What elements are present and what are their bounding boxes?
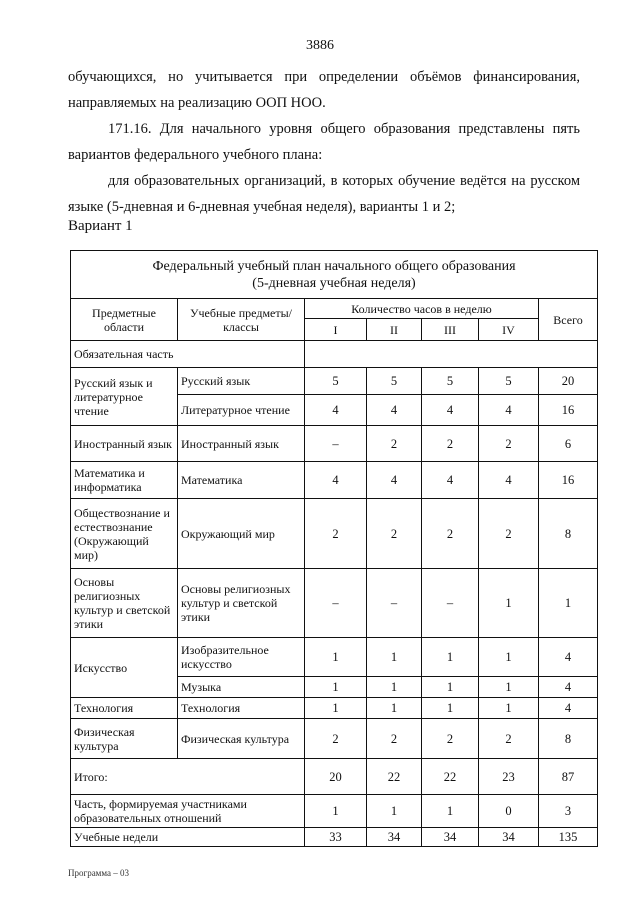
- hours-cell: 1: [367, 698, 422, 719]
- curriculum-table: [70, 250, 598, 847]
- total-cell: 4: [539, 677, 598, 698]
- hours-cell: 4: [367, 462, 422, 499]
- total-cell: 16: [539, 395, 598, 426]
- hours-cell: 2: [422, 426, 479, 462]
- hours-cell: 1: [305, 677, 367, 698]
- hours-cell: 4: [422, 395, 479, 426]
- weeks-row: [71, 828, 598, 847]
- hours-cell: 4: [422, 462, 479, 499]
- weeks-cell: 34: [367, 828, 422, 847]
- total-row-label: Итого:: [71, 759, 305, 795]
- hours-cell: 1: [305, 698, 367, 719]
- total-cell: 4: [539, 698, 598, 719]
- paragraph-171-16-line-1: 171.16. Для начального уровня общего образования представлены пять: [108, 121, 580, 137]
- variant-label: Вариант 1: [68, 218, 133, 234]
- hours-cell: 2: [367, 499, 422, 569]
- mandatory-part-empty: [305, 341, 598, 368]
- header-subject-areas: Предметные области: [71, 299, 178, 341]
- hours-cell: 4: [479, 395, 539, 426]
- subject-name: Иностранный язык: [178, 426, 305, 462]
- part-row-label: Часть, формируемая участниками образовательных отношений: [71, 795, 305, 828]
- table-row: [71, 462, 598, 499]
- hours-cell: –: [305, 426, 367, 462]
- header-grade-1: I: [305, 319, 367, 341]
- hours-cell: 2: [305, 719, 367, 759]
- hours-cell: 1: [422, 638, 479, 677]
- total-cell: 8: [539, 499, 598, 569]
- table-caption-line-2: (5-дневная учебная неделя): [252, 275, 416, 291]
- hours-cell: 1: [479, 638, 539, 677]
- area-art: Искусство: [71, 638, 178, 698]
- total-cell: 1: [539, 569, 598, 638]
- table-caption: [71, 251, 598, 299]
- subject-name: Технология: [178, 698, 305, 719]
- table-row: [71, 426, 598, 462]
- weeks-total-cell: 135: [539, 828, 598, 847]
- table-row: [71, 569, 598, 638]
- hours-cell: –: [367, 569, 422, 638]
- weeks-cell: 33: [305, 828, 367, 847]
- header-grade-4: IV: [479, 319, 539, 341]
- paragraph-russian-line-1: для образовательных организаций, в которых обучение ведётся на русском: [108, 173, 580, 189]
- hours-cell: 5: [305, 368, 367, 395]
- hours-cell: 20: [305, 759, 367, 795]
- hours-cell: 2: [305, 499, 367, 569]
- weeks-cell: 34: [422, 828, 479, 847]
- table-row: [71, 698, 598, 719]
- table-caption-line-1: Федеральный учебный план начального общего образования: [152, 258, 516, 274]
- area-social: Обществознание и естествознание (Окружающий мир): [71, 499, 178, 569]
- hours-cell: 1: [305, 638, 367, 677]
- table-row: [71, 638, 598, 677]
- hours-cell: 1: [479, 677, 539, 698]
- area-tech: Технология: [71, 698, 178, 719]
- total-row: [71, 759, 598, 795]
- hours-cell: 4: [305, 462, 367, 499]
- footer-note: Программа – 03: [68, 868, 130, 878]
- hours-cell: 1: [479, 698, 539, 719]
- hours-cell: 1: [305, 795, 367, 828]
- hours-cell: 0: [479, 795, 539, 828]
- subject-name: Основы религиозных культур и светской этики: [178, 569, 305, 638]
- subject-name: Математика: [178, 462, 305, 499]
- area-foreign: Иностранный язык: [71, 426, 178, 462]
- part-row: [71, 795, 598, 828]
- hours-cell: 4: [479, 462, 539, 499]
- total-cell: 3: [539, 795, 598, 828]
- header-subjects: Учебные предметы/ классы: [178, 299, 305, 341]
- hours-cell: 5: [422, 368, 479, 395]
- hours-cell: 1: [422, 677, 479, 698]
- hours-cell: 5: [367, 368, 422, 395]
- hours-cell: 1: [422, 698, 479, 719]
- table-row: [71, 499, 598, 569]
- header-hours-per-week: Количество часов в неделю: [305, 299, 539, 319]
- subject-name: Русский язык: [178, 368, 305, 395]
- hours-cell: 1: [367, 638, 422, 677]
- hours-cell: 23: [479, 759, 539, 795]
- subject-name: Литературное чтение: [178, 395, 305, 426]
- total-cell: 16: [539, 462, 598, 499]
- hours-cell: 1: [479, 569, 539, 638]
- hours-cell: 5: [479, 368, 539, 395]
- hours-cell: 2: [422, 499, 479, 569]
- hours-cell: 2: [422, 719, 479, 759]
- hours-cell: 22: [367, 759, 422, 795]
- subject-name: Окружающий мир: [178, 499, 305, 569]
- hours-cell: –: [305, 569, 367, 638]
- area-pe: Физическая культура: [71, 719, 178, 759]
- hours-cell: 1: [422, 795, 479, 828]
- total-cell: 20: [539, 368, 598, 395]
- hours-cell: 2: [479, 499, 539, 569]
- subject-name: Физическая культура: [178, 719, 305, 759]
- paragraph-171-16-line-2: вариантов федерального учебного плана:: [68, 147, 323, 163]
- hours-cell: 1: [367, 795, 422, 828]
- hours-cell: 2: [479, 719, 539, 759]
- weeks-row-label: Учебные недели: [71, 828, 305, 847]
- table-row: [71, 719, 598, 759]
- hours-cell: 22: [422, 759, 479, 795]
- subject-name: Музыка: [178, 677, 305, 698]
- area-russian: Русский язык и литературное чтение: [71, 368, 178, 426]
- paragraph-continuation-line-2: направляемых на реализацию ООП НОО.: [68, 95, 326, 111]
- header-total: Всего: [539, 299, 598, 341]
- page-number: 3886: [306, 38, 334, 53]
- area-religion: Основы религиозных культур и светской этики: [71, 569, 178, 638]
- area-math: Математика и информатика: [71, 462, 178, 499]
- mandatory-part-label: Обязательная часть: [71, 341, 305, 368]
- hours-cell: 4: [305, 395, 367, 426]
- total-cell: 8: [539, 719, 598, 759]
- hours-cell: 2: [367, 719, 422, 759]
- paragraph-continuation-line-1: обучающихся, но учитывается при определении объёмов финансирования,: [68, 69, 580, 85]
- total-cell: 4: [539, 638, 598, 677]
- hours-cell: 2: [479, 426, 539, 462]
- paragraph-russian-line-2: языке (5-дневная и 6-дневная учебная неделя), варианты 1 и 2;: [68, 199, 456, 215]
- hours-cell: 2: [367, 426, 422, 462]
- hours-cell: 4: [367, 395, 422, 426]
- hours-cell: –: [422, 569, 479, 638]
- total-cell: 6: [539, 426, 598, 462]
- total-cell: 87: [539, 759, 598, 795]
- weeks-cell: 34: [479, 828, 539, 847]
- hours-cell: 1: [367, 677, 422, 698]
- header-grade-2: II: [367, 319, 422, 341]
- table-row: [71, 368, 598, 395]
- header-grade-3: III: [422, 319, 479, 341]
- subject-name: Изобразительное искусство: [178, 638, 305, 677]
